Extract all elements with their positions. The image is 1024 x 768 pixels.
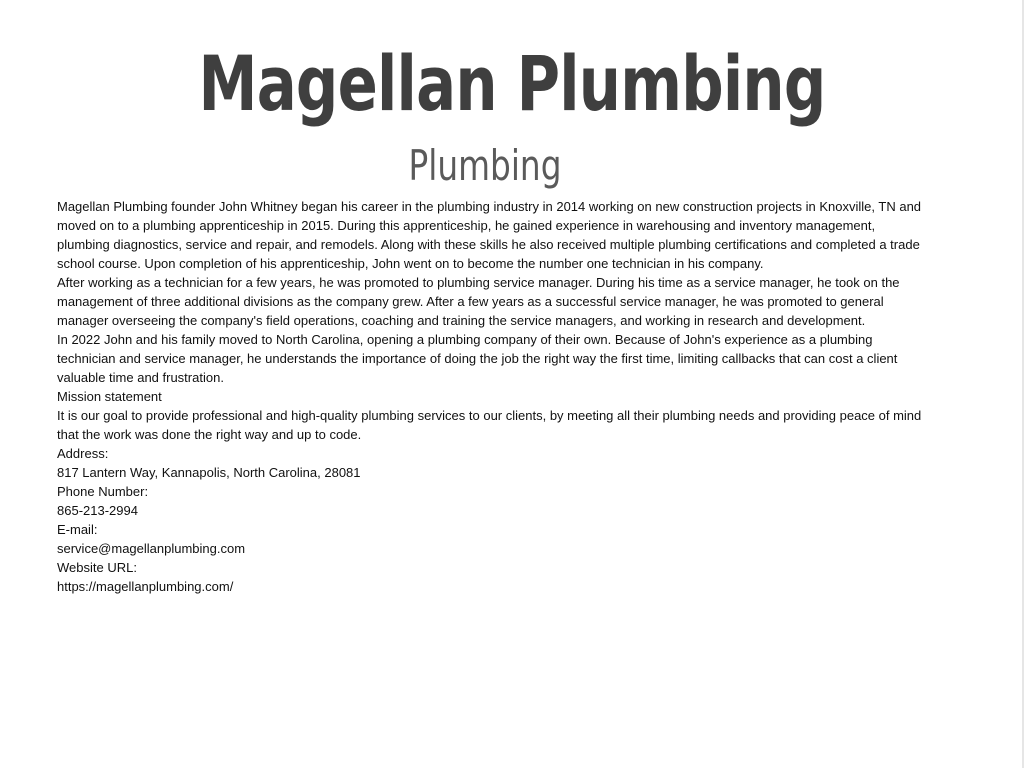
mission-heading: Mission statement [57,389,162,404]
body-content [57,197,927,596]
website-value: https://magellanplumbing.com/ [57,579,234,594]
email-value: service@magellanplumbing.com [57,541,246,556]
paragraph-promotion: After working as a technician for a few years, he was promoted to plumbing service manager. During his time as a service manager, he took on the management of three additional divisions as the company grew. After a few years as a successful service manager, he was promoted to general manager overseeing the company's field operations, coaching and training the service managers, and working in research and development. [57,275,900,328]
address-label: Address: [57,446,109,461]
mission-text: It is our goal to provide professional and high-quality plumbing services to our clients, by meeting all their plumbing needs and providing peace of mind that the work was done the right way and up to code. [57,408,922,442]
phone-value: 865-213-2994 [57,503,138,518]
email-label: E-mail: [57,522,98,537]
page-title: Magellan Plumbing [198,39,826,128]
page-subtitle: Plumbing [408,141,562,190]
phone-label: Phone Number: [57,484,149,499]
address-value: 817 Lantern Way, Kannapolis, North Carolina, 28081 [57,465,361,480]
paragraph-career: Magellan Plumbing founder John Whitney began his career in the plumbing industry in 2014 working on new construction projects in Knoxville, TN and moved on to a plumbing apprenticeship in 2015. During this apprenticeship, he gained experience in warehousing and inventory management, plumbing diagnostics, service and repair, and remodels. Along with these skills he also received multiple plumbing certifications and completed a trade school course. Upon completion of his apprenticeship, John went on to become the number one technician in his company. [57,199,922,271]
website-label: Website URL: [57,560,137,575]
paragraph-north-carolina: In 2022 John and his family moved to North Carolina, opening a plumbing company of their own. Because of John's experience as a plumbing technician and service manager, he understands the importance of doing the job the right way the first time, limiting callbacks that can cost a client valuable time and frustration. [57,332,898,385]
